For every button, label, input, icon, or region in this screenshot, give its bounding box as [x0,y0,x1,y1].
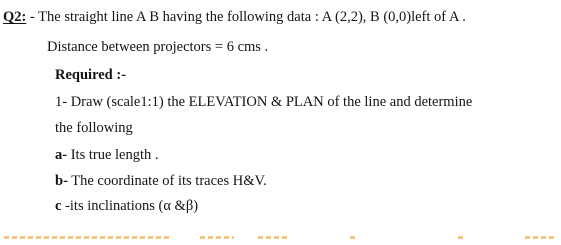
bottom-dashed-divider [0,236,561,239]
sub-item-a-text: Its true length . [67,147,159,163]
dash-segment [525,236,555,239]
question-line [3,8,466,26]
dash-segment [200,236,234,239]
question-label: Q2: [3,9,27,25]
sub-item-b-text: The coordinate of its traces H&V. [67,173,267,189]
sub-item-a-label: a- [55,147,68,163]
sub-item-c-label: c [55,198,62,214]
sub-item-b [55,172,267,190]
sub-item-c-text: -its inclinations (α &β) [61,198,199,214]
required-heading: Required :- [55,67,127,83]
dash-segment [4,236,172,239]
item-1-line: 1- Draw (scale1:1) the ELEVATION & PLAN of the line and determine [55,94,473,110]
sub-item-c [55,197,198,215]
distance-line: Distance between projectors = 6 cms . [47,39,269,55]
sub-item-a [55,146,159,164]
item-1-continuation: the following [55,120,133,136]
dash-segment [258,236,290,239]
dash-segment [458,236,463,239]
question-text: - The straight line A B having the following data : A (2,2), B (0,0)left of A . [26,9,466,25]
sub-item-b-label: b- [55,173,68,189]
dash-segment [350,236,355,239]
